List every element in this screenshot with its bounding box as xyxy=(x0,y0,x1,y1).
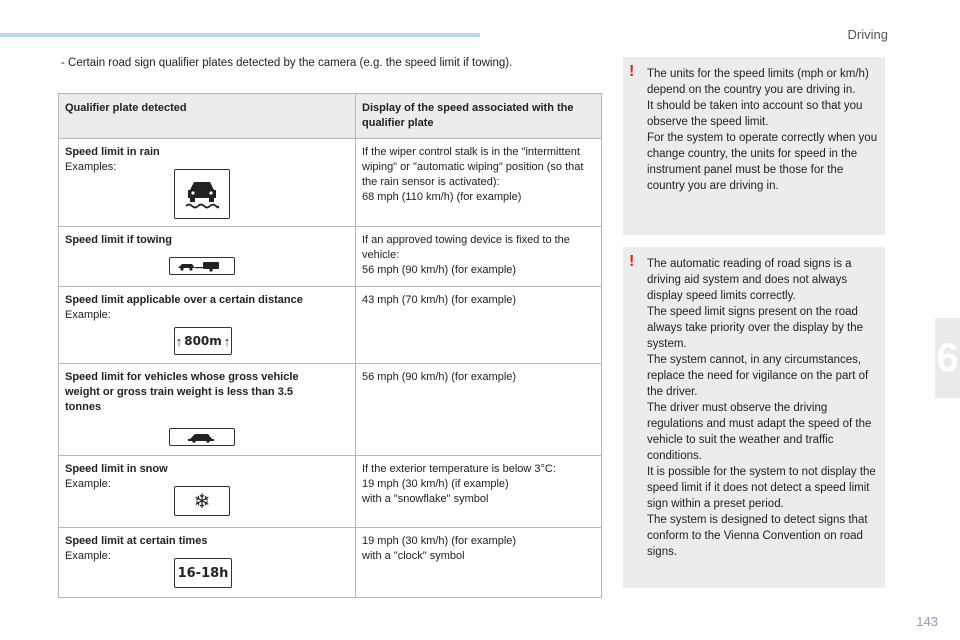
table-row xyxy=(59,287,602,364)
qualifier-cell xyxy=(59,528,356,598)
row-title: Speed limit in snow xyxy=(65,463,168,475)
row-title: Speed limit if towing xyxy=(65,234,172,246)
row-title: Speed limit at certain times xyxy=(65,535,208,547)
row-subtitle: Examples: xyxy=(65,161,117,173)
table-row xyxy=(59,456,602,528)
row-title: Speed limit in rain xyxy=(65,146,160,158)
header-accent-bar xyxy=(0,33,480,37)
section-title: Driving xyxy=(847,27,888,42)
page-number: 143 xyxy=(916,614,938,629)
arrow-up-icon: ↑ xyxy=(175,333,183,349)
qualifier-cell xyxy=(59,139,356,227)
table-header-row xyxy=(59,94,602,139)
row-title: Speed limit applicable over a certain distance xyxy=(65,294,303,306)
display-cell: If the wiper control stalk is in the "intermittent wiping" or "automatic wiping" position (so that the rain sensor is activated): 68 mph (110 km/h) (for example) xyxy=(356,139,602,227)
row-subtitle: Example: xyxy=(65,309,111,321)
qualifier-cell xyxy=(59,287,356,364)
warning-icon: ! xyxy=(629,63,635,80)
qualifier-cell xyxy=(59,456,356,528)
table-row xyxy=(59,364,602,456)
intro-text: - Certain road sign qualifier plates detected by the camera (e.g. the speed limit if towing). xyxy=(61,57,513,69)
row-subtitle: Example: xyxy=(65,550,111,562)
time-sign-icon xyxy=(174,558,232,588)
rain-sign-icon xyxy=(174,169,230,219)
warning-text: The units for the speed limits (mph or km/h) depend on the country you are driving in. It should be taken into account so that you observe the speed limit. For the system to operate correctly when you change country, the units for speed in the instrument panel must be those for the country you are driving in. xyxy=(647,68,878,192)
time-sign-text: 16-18h xyxy=(177,565,229,581)
table-header-qualifier: Qualifier plate detected xyxy=(59,94,356,139)
warning-text: The automatic reading of road signs is a driving aid system and does not always display speed limits correctly. The speed limit signs present on the road always take priority over the display by the system. The system cannot, in any circumstances, replace the need for vigilance on the part of the driver. The driver must observe the driving regulations and must adapt the speed of the vehicle to suit the weather and traffic conditions. It is possible for the system to not display the speed limit if it does not detect a speed limit sign within a preset period. The system is designed to detect signs that conform to the Vienna Convention on road signs. xyxy=(647,258,876,558)
table-row xyxy=(59,139,602,227)
towing-sign-icon xyxy=(169,257,235,275)
display-cell: 19 mph (30 km/h) (for example) with a "clock" symbol xyxy=(356,528,602,598)
qualifier-cell xyxy=(59,364,356,456)
display-cell: If the exterior temperature is below 3°C: 19 mph (30 km/h) (if example) with a "snowflake" symbol xyxy=(356,456,602,528)
qualifier-cell xyxy=(59,227,356,287)
car-sign-icon xyxy=(169,428,235,446)
table-row xyxy=(59,227,602,287)
warning-icon: ! xyxy=(629,253,635,270)
display-cell: If an approved towing device is fixed to the vehicle: 56 mph (90 km/h) (for example) xyxy=(356,227,602,287)
chapter-number: 6 xyxy=(936,336,959,380)
distance-sign-text: 800m xyxy=(184,334,222,348)
row-subtitle: Example: xyxy=(65,478,111,490)
snowflake-sign-icon: ❄ xyxy=(174,486,230,516)
warning-box-driving-aid xyxy=(623,247,885,588)
row-title: Speed limit for vehicles whose gross vehicle weight or gross train weight is less than 3.5 tonnes xyxy=(65,371,299,413)
table-header-display: Display of the speed associated with the qualifier plate xyxy=(356,94,602,139)
display-cell: 43 mph (70 km/h) (for example) xyxy=(356,287,602,364)
display-cell: 56 mph (90 km/h) (for example) xyxy=(356,364,602,456)
arrow-up-icon: ↑ xyxy=(223,333,231,349)
distance-sign-icon xyxy=(174,327,232,355)
table-row xyxy=(59,528,602,598)
warning-box-units xyxy=(623,57,885,235)
qualifier-plate-table xyxy=(58,93,602,598)
